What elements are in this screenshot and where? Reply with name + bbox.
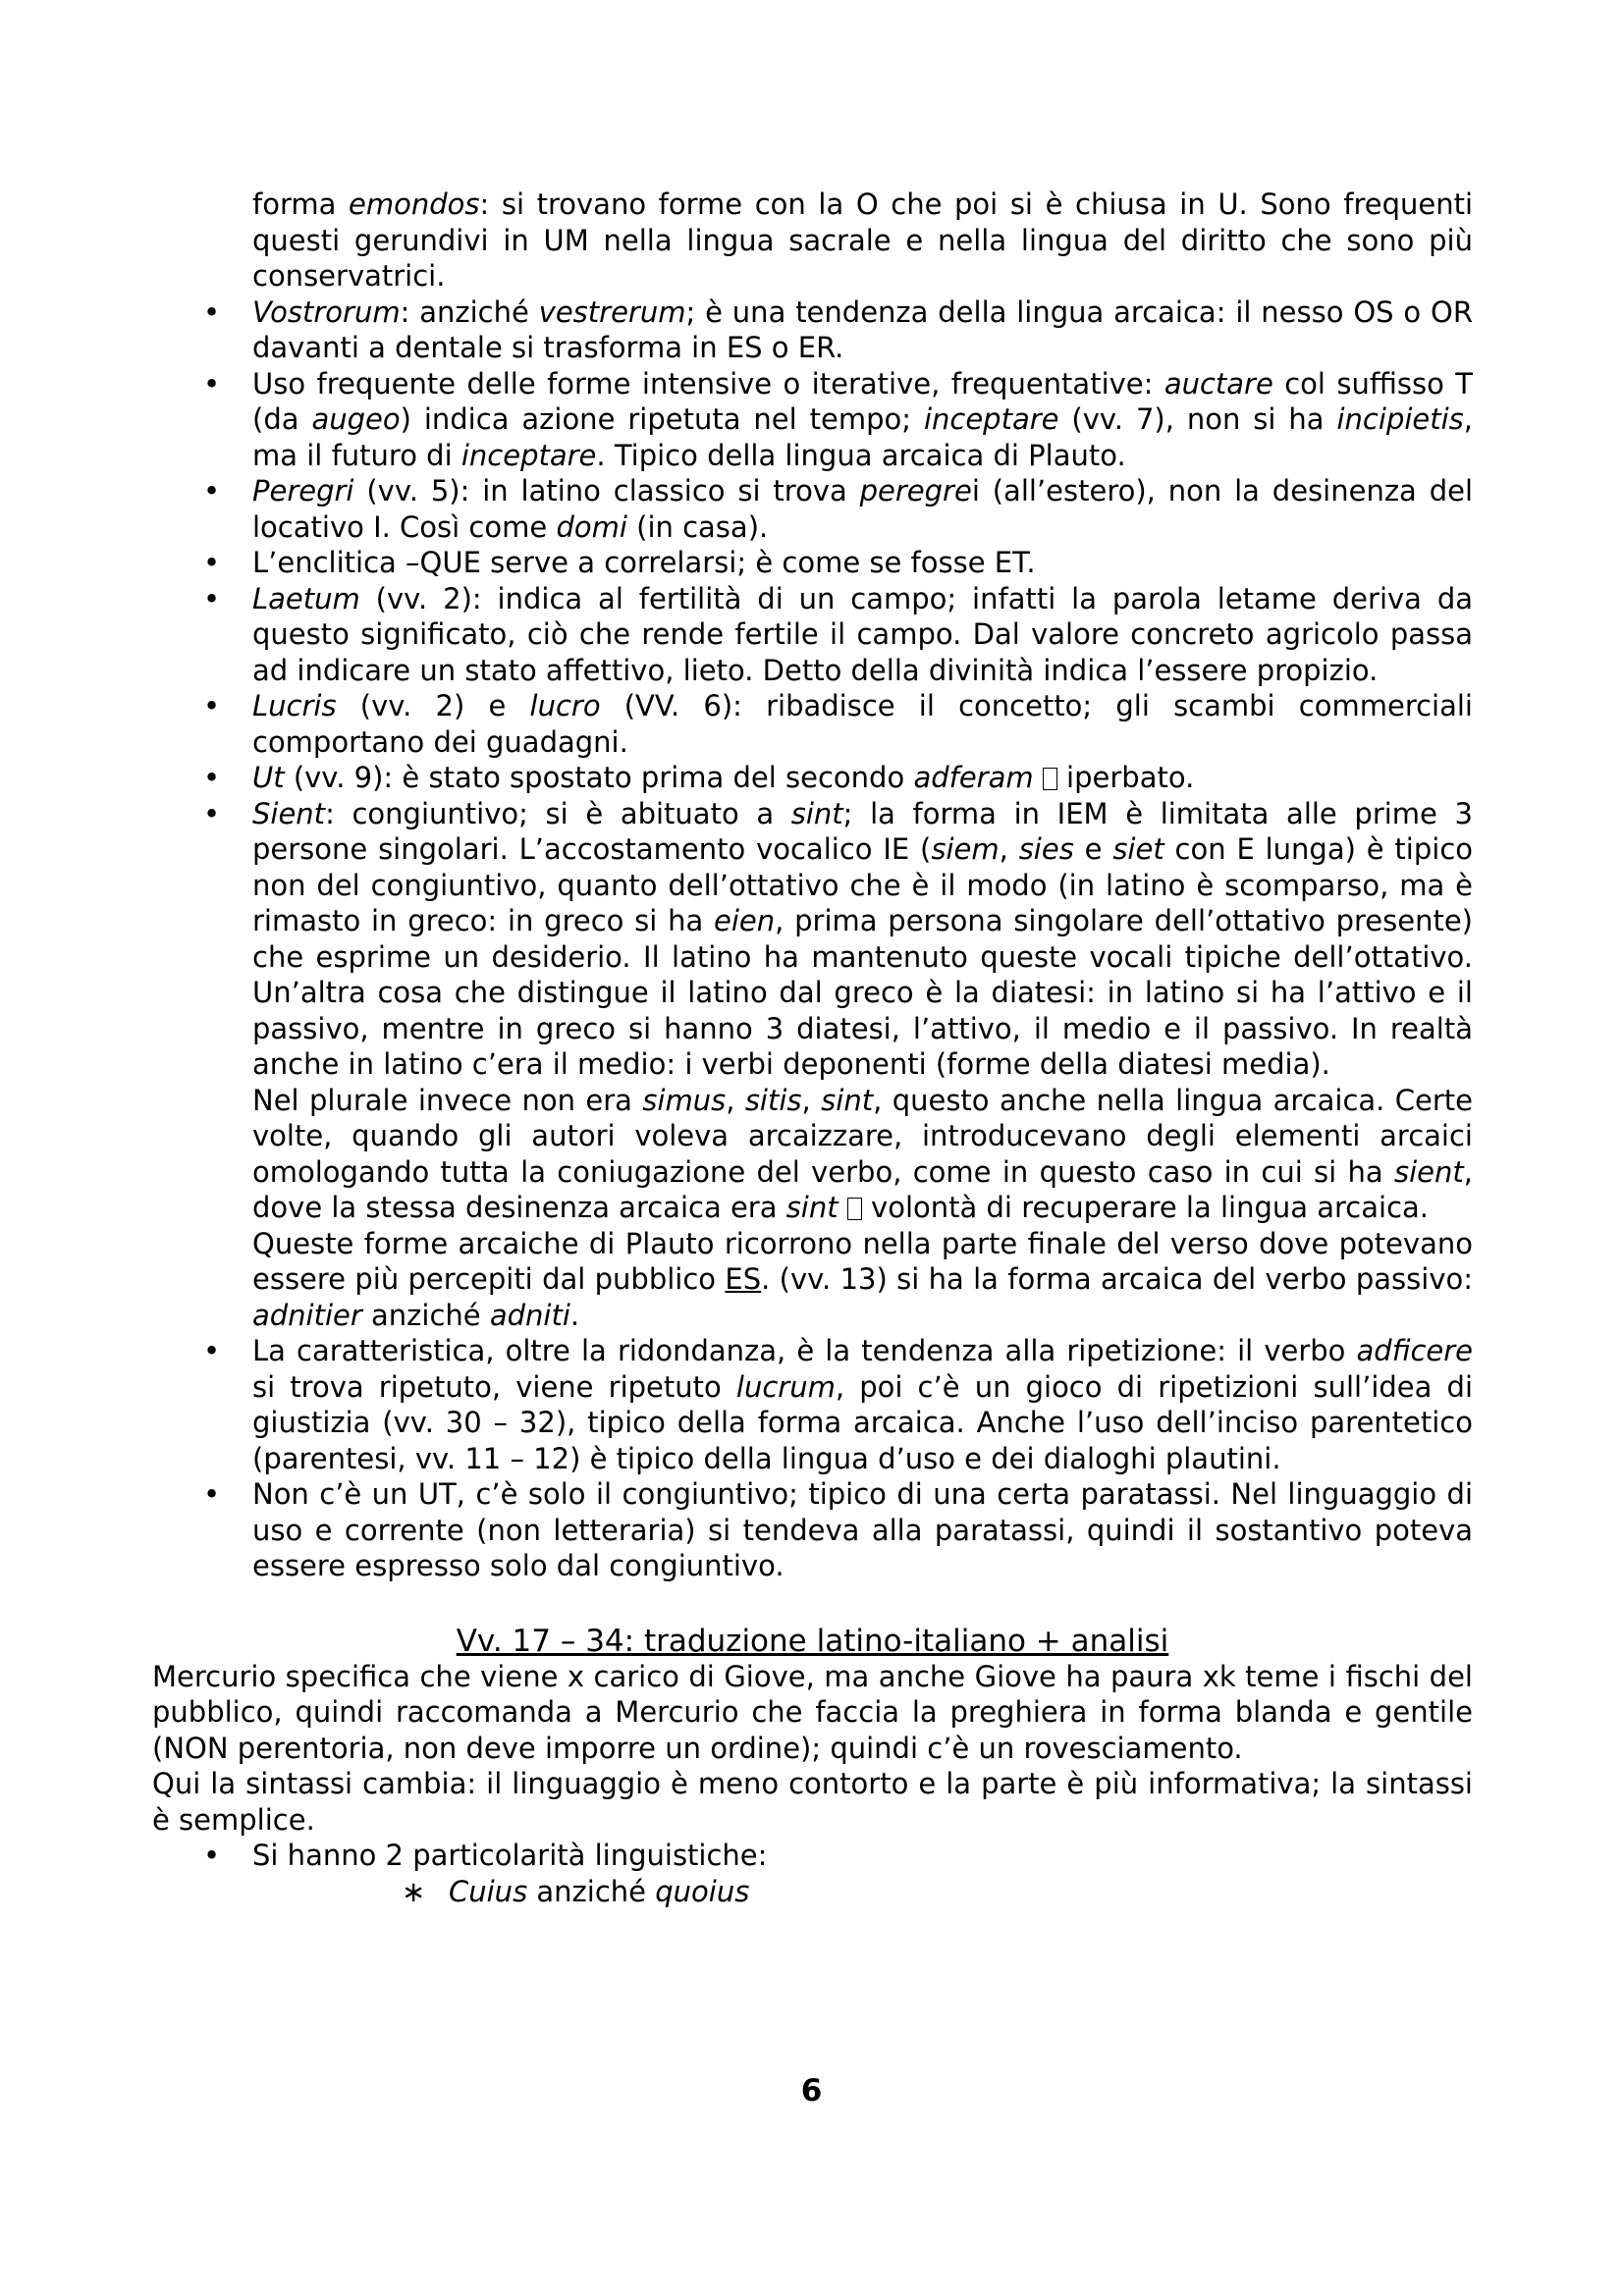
- missing-glyph-box-icon: [1043, 768, 1057, 790]
- list-item-paratassi: • Non c’è un UT, c’è solo il congiuntivo; tipico di una certa paratassi. Nel linguaggio di uso e corrente (non letteraria) si tendeva alla paratassi, quindi il sostantivo poteva essere espresso solo dal congiuntivo.: [152, 1476, 1473, 1584]
- list-item-ut: • Ut (vv. 9): è stato spostato prima del secondo adferam iperbato.: [152, 760, 1473, 796]
- list-item-lucris: • Lucris (vv. 2) e lucro (VV. 6): ribadisce il concetto; gli scambi commerciali comportano dei guadagni.: [152, 688, 1473, 760]
- list-item-enclitica: • L’enclitica –QUE serve a correlarsi; è come se fosse ET.: [152, 545, 1473, 581]
- list-item-peregri: • Peregri (vv. 5): in latino classico si trova peregrei (all’estero), non la desinenza del locativo I. Così come domi (in casa).: [152, 473, 1473, 545]
- sub-bullet-list: [252, 1874, 1473, 1910]
- list-item-particolarita: • Si hanno 2 particolarità linguistiche: ∗ Cuius anziché quoius: [152, 1838, 1473, 1909]
- sient-paragraph-3: Queste forme arcaiche di Plauto ricorrono nella parte finale del verso dove potevano essere più percepiti dal pubblico ES. (vv. 13) si ha la forma arcaica del verbo passivo: adnitier anziché adniti.: [252, 1226, 1474, 1332]
- list-item-ripetizione: • La caratteristica, oltre la ridondanza, è la tendenza alla ripetizione: il verbo adficere si trova ripetuto, viene ripetuto lucrum, poi c’è un gioco di ripetizioni sull’idea di giustizia (vv. 30 – 32), tipico della forma arcaica. Anche l’uso dell’inciso parentetico (parentesi, vv. 11 – 12) è tipico della lingua d’uso e dei dialoghi plautini.: [152, 1333, 1473, 1476]
- sient-paragraph-2: Nel plurale invece non era simus, sitis, sint, questo anche nella lingua arcaica. Certe volte, quando gli autori voleva arcaizzare, introducevano degli elementi arcaici omologando tutta la coniugazione del verbo, come in questo caso in cui si ha sient, dove la stessa desinenza arcaica era sint volontà di recuperare la lingua arcaica.: [252, 1083, 1474, 1224]
- list-item-forme-intensive: • Uso frequente delle forme intensive o iterative, frequentative: auctare col suffisso T (da augeo) indica azione ripetuta nel tempo; inceptare (vv. 7), non si ha incipietis, ma il futuro di inceptare. Tipico della lingua arcaica di Plauto.: [152, 366, 1473, 474]
- list-item-laetum: • Laetum (vv. 2): indica al fertilità di un campo; infatti la parola letame deriva da questo significato, ciò che rende fertile il campo. Dal valore concreto agricolo passa ad indicare un stato affettivo, lieto. Detto della divinità indica l’essere propizio.: [152, 581, 1473, 689]
- section-heading: Vv. 17 – 34: traduzione latino-italiano + analisi: [456, 1623, 1169, 1659]
- section-paragraph-1: Mercurio specifica che viene x carico di Giove, ma anche Giove ha paura xk teme i fischi del pubblico, quindi raccomanda a Mercurio che faccia la preghiera in forma blanda e gentile (NON perentoria, non deve imporre un ordine); quindi c’è un rovesciamento.: [152, 1659, 1473, 1765]
- sub-list-item-cuius: ∗ Cuius anziché quoius: [252, 1874, 1473, 1910]
- section-bullet-list: [152, 1838, 1473, 1909]
- list-item-sient: [152, 796, 1473, 1334]
- page-content: [152, 187, 1473, 1909]
- bullet-list: [152, 294, 1473, 1584]
- section-paragraph-2: Qui la sintassi cambia: il linguaggio è meno contorto e la parte è più informativa; la sintassi è semplice.: [152, 1767, 1473, 1837]
- list-item-vostrorum: • Vostrorum: anziché vestrerum; è una tendenza della lingua arcaica: il nesso OS o OR davanti a dentale si trasforma in ES o ER.: [152, 294, 1473, 366]
- paragraph-intro: forma emondos: si trovano forme con la O che poi si è chiusa in U. Sono frequenti questi gerundivi in UM nella lingua sacrale e nella lingua del diritto che sono più conservatrici.: [252, 187, 1474, 293]
- page-number: 6: [800, 2073, 823, 2109]
- missing-glyph-box-icon: [847, 1198, 862, 1220]
- sient-paragraph-1: • Sient: congiuntivo; si è abituato a sint; la forma in IEM è limitata alle prime 3 persone singolari. L’accostamento vocalico IE (siem, sies e siet con E lunga) è tipico non del congiuntivo, quanto dell’ottativo che è il modo (in latino è scomparso, ma è rimasto in greco: in greco si ha eien, prima persona singolare dell’ottativo presente) che esprime un desiderio. Il latino ha mantenuto queste vocali tipiche dell’ottativo. Un’altra cosa che distingue il latino dal greco è la diatesi: in latino si ha l’attivo e il passivo, mentre in greco si hanno 3 diatesi, l’attivo, il medio e il passivo. In realtà anche in latino c’era il medio: i verbi deponenti (forme della diatesi media).: [252, 796, 1474, 1081]
